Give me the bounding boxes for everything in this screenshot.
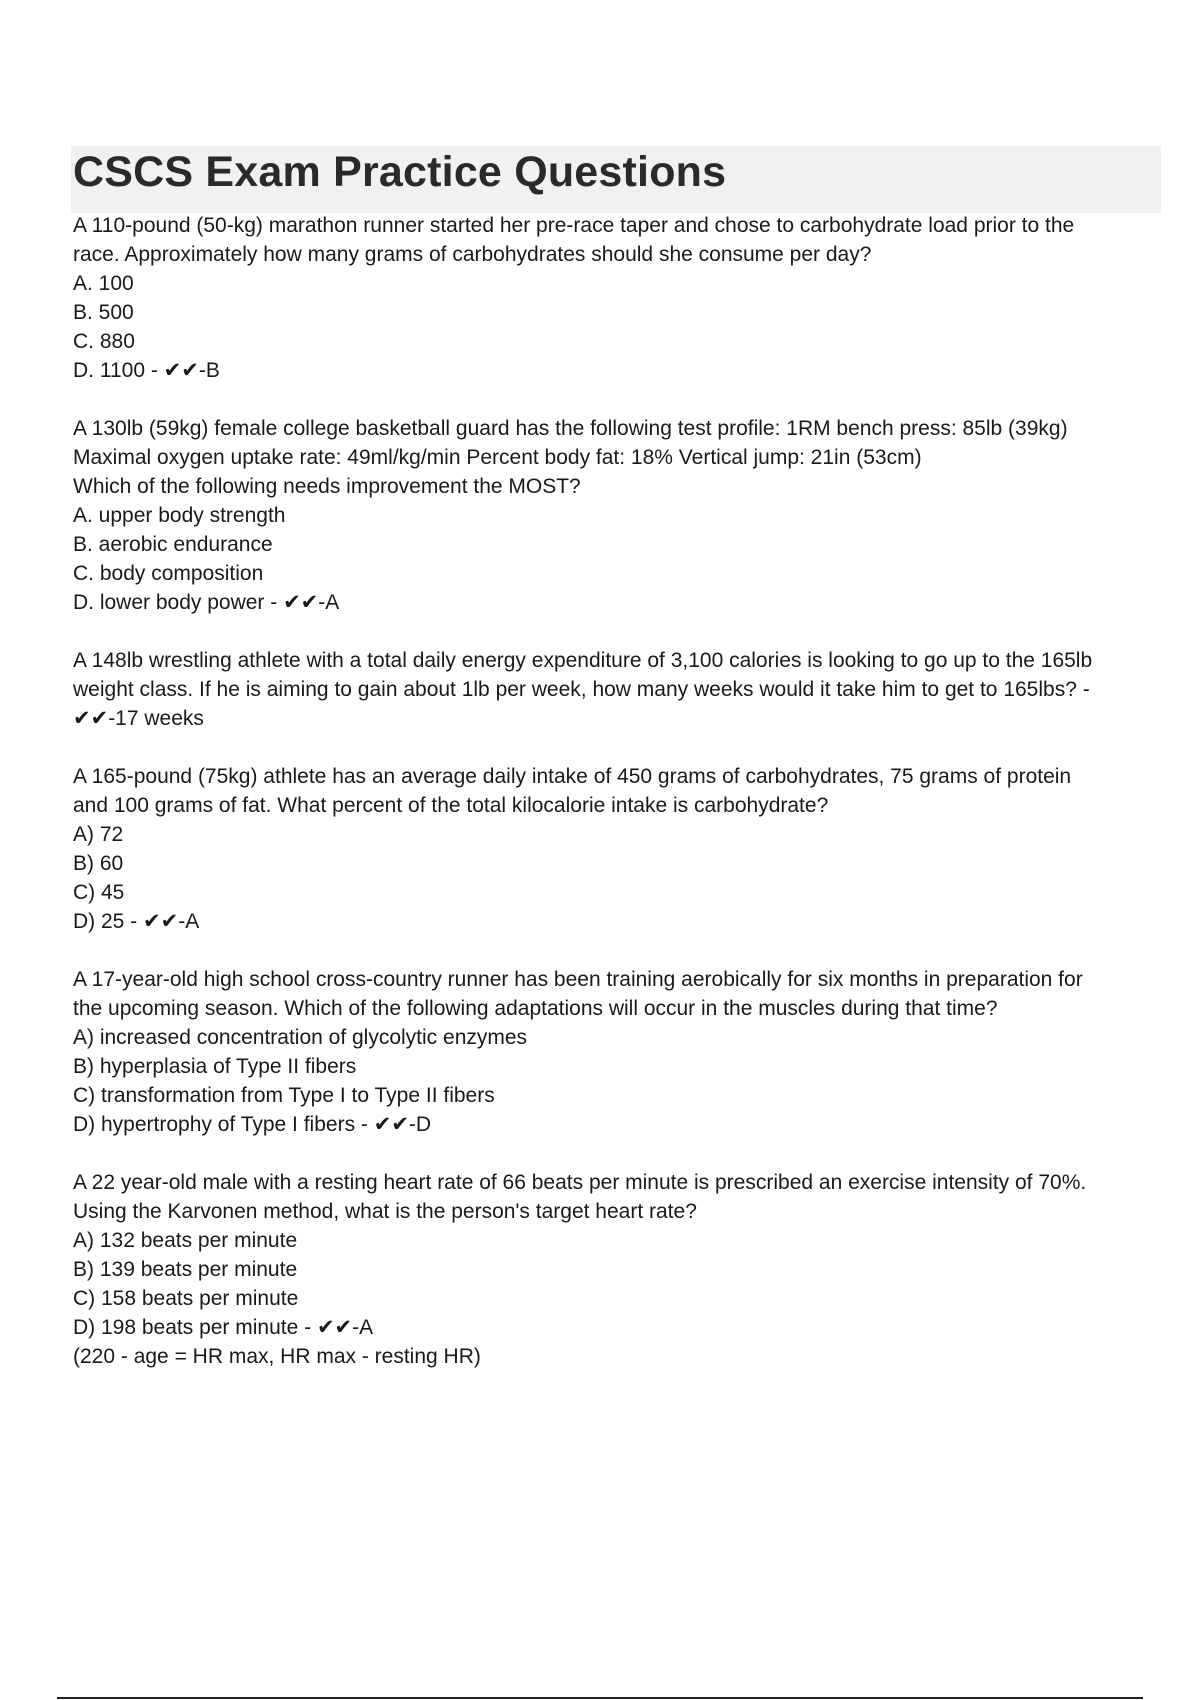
answer-option: D) 198 beats per minute - ✔✔-A <box>73 1316 374 1339</box>
question-block <box>73 414 1163 617</box>
answer-option: C. 880 <box>73 330 135 353</box>
answer-option: B. aerobic endurance <box>73 533 273 556</box>
question-text-line: weight class. If he is aiming to gain about 1lb per week, how many weeks would it take him to get to 165lbs? - <box>73 678 1090 701</box>
answer-option: D. 1100 - ✔✔-B <box>73 359 220 382</box>
question-block <box>73 762 1163 936</box>
question-list <box>73 211 1163 1400</box>
question-text-line: Using the Karvonen method, what is the person's target heart rate? <box>73 1200 697 1223</box>
question-text-line: A 148lb wrestling athlete with a total daily energy expenditure of 3,100 calories is looking to go up to the 165lb <box>73 649 1093 672</box>
answer-option: C) 158 beats per minute <box>73 1287 299 1310</box>
answer-option: A) 72 <box>73 823 124 846</box>
answer-option: D) 25 - ✔✔-A <box>73 910 200 933</box>
answer-option: D. lower body power - ✔✔-A <box>73 591 340 614</box>
answer-option: B) 139 beats per minute <box>73 1258 298 1281</box>
answer-option: D) hypertrophy of Type I fibers - ✔✔-D <box>73 1113 432 1136</box>
answer-option: A) 132 beats per minute <box>73 1229 298 1252</box>
answer-option: B) hyperplasia of Type II fibers <box>73 1055 357 1078</box>
answer-option: B) 60 <box>73 852 124 875</box>
answer-option: B. 500 <box>73 301 134 324</box>
question-block <box>73 1168 1163 1371</box>
answer-option: C) 45 <box>73 881 125 904</box>
formula-note: (220 - age = HR max, HR max - resting HR) <box>73 1345 481 1368</box>
question-text-line: A 165-pound (75kg) athlete has an average daily intake of 450 grams of carbohydrates, 75 grams of protein <box>73 765 1072 788</box>
question-text-line: A 130lb (59kg) female college basketball guard has the following test profile: 1RM bench press: 85lb (39kg) <box>73 417 1068 440</box>
question-text-line: and 100 grams of fat. What percent of the total kilocalorie intake is carbohydrate? <box>73 794 829 817</box>
question-block <box>73 211 1163 385</box>
question-text-line: A 110-pound (50-kg) marathon runner started her pre-race taper and chose to carbohydrate load prior to the <box>73 214 1075 237</box>
footer-rule <box>57 1697 1143 1699</box>
question-text-line: race. Approximately how many grams of carbohydrates should she consume per day? <box>73 243 872 266</box>
answer-line: ✔✔-17 weeks <box>73 707 204 730</box>
question-text-line: A 17-year-old high school cross-country runner has been training aerobically for six months in preparation for <box>73 968 1083 991</box>
answer-option: C. body composition <box>73 562 264 585</box>
answer-option: A) increased concentration of glycolytic enzymes <box>73 1026 528 1049</box>
question-text-line: the upcoming season. Which of the following adaptations will occur in the muscles during that time? <box>73 997 998 1020</box>
answer-option: C) transformation from Type I to Type II fibers <box>73 1084 495 1107</box>
question-block <box>73 965 1163 1139</box>
page-title: CSCS Exam Practice Questions <box>73 148 727 196</box>
question-text-line: Maximal oxygen uptake rate: 49ml/kg/min Percent body fat: 18% Vertical jump: 21in (53cm) <box>73 446 922 469</box>
question-text-line: A 22 year-old male with a resting heart rate of 66 beats per minute is prescribed an exercise intensity of 70%. <box>73 1171 1087 1194</box>
question-block <box>73 646 1163 733</box>
answer-option: A. upper body strength <box>73 504 286 527</box>
question-text-line: Which of the following needs improvement the MOST? <box>73 475 581 498</box>
answer-option: A. 100 <box>73 272 134 295</box>
